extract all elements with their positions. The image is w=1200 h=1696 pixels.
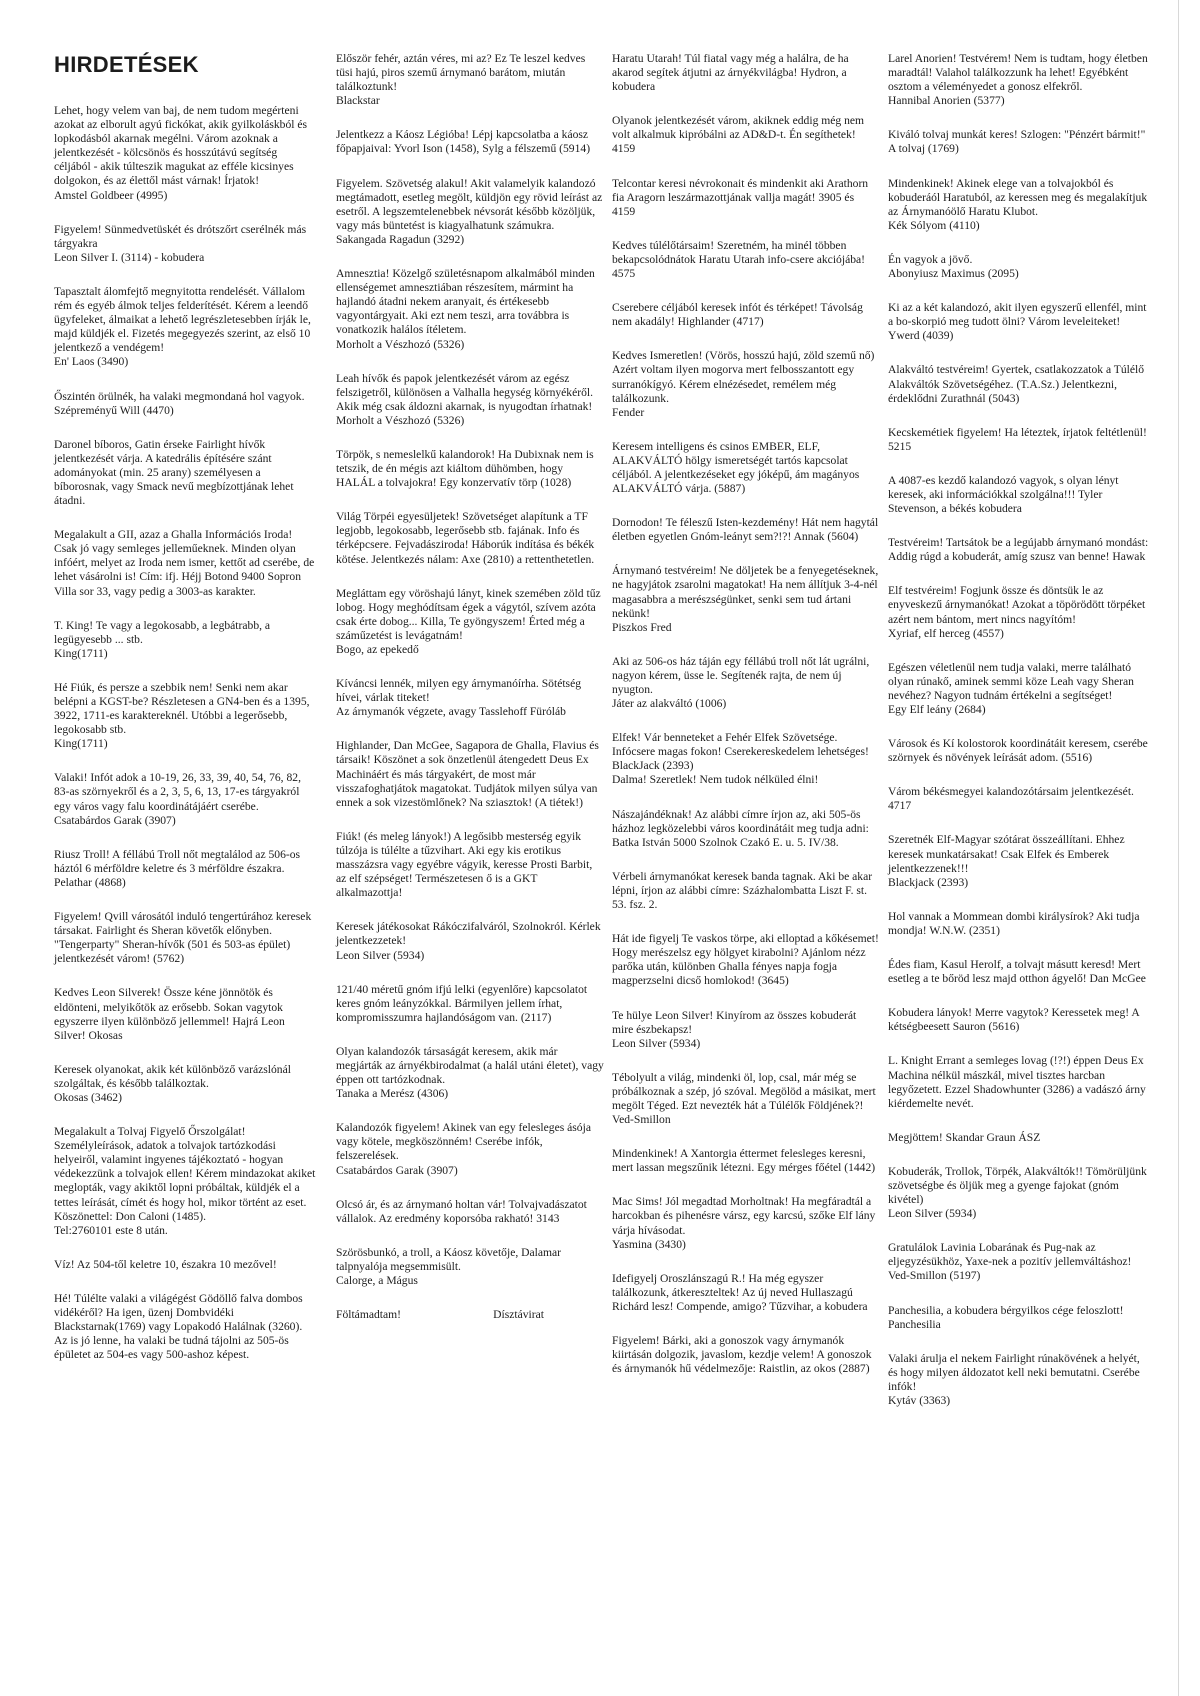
classified-ad: Kecskemétiek figyelem! Ha léteztek, írjatok feltétlenül! 5215 (888, 425, 1147, 453)
classified-ad: Nászajándéknak! Az alábbi címre írjon az, aki 505-ös házhoz legközelebbi város koordinátáit meg tudja adni: Batka István 5000 Szolnok Czakó E. u. 5. IV/38. (612, 807, 869, 849)
classified-ad: Szörösbunkó, a troll, a Káosz követője, Dalamar talpnyalója megsemmisült. Calorge, a Mágus (336, 1245, 562, 1287)
classified-ad: Víz! Az 504-től keletre 10, északra 10 mezővel! (54, 1257, 277, 1271)
classified-ad: Elf testvéreim! Fogjunk össze és döntsük le az enyveskezű árnymanókat! Azokat a töpörödött törpéket azért nem bántom, mert nincs nagyítóm! Xyriaf, elf herceg (4557) (888, 584, 1146, 640)
footer-row (336, 1308, 604, 1321)
classified-ad: Édes fiam, Kasul Herolf, a tolvajt másutt keresd! Mert esetleg a te bőröd lesz majd otthon ágyelő! Dan McGee (888, 958, 1146, 986)
page-fold-line (1178, 0, 1179, 1696)
classified-ad: Hát ide figyelj Te vaskos törpe, aki elloptad a kőkésemet! Hogy merészelsz egy hölgyet kirabolni? Ajánlom nézz parőka után, különben Ghalla fényes napja fogja magperzselni dicső homlokod! (3645) (612, 932, 879, 988)
classified-ad: Megláttam egy vöröshajú lányt, kinek szemében zöld tűz lobog. Hogy meghódítsam égek a vágytól, szívem azóta csak érte dobog... Killa, Te gyöngyszem! Érted még a száműzetést is levágatnám! Bogo, az epekedő (336, 586, 601, 656)
ads-column-3 (612, 52, 880, 1396)
classified-ad: Daronel bíboros, Gatin érseke Fairlight hívők jelentkezését várja. A katedrális építésére szánt adományokat (min. 25 arany) személyesen a bíborosnak, vagy Smack nevű megbízottjának lehet átadni. (54, 437, 294, 508)
classified-ad: Figyelem! Qvill városától induló tengertúrához keresek társakat. Fairlight és Sheran követők előnyben. "Tengerparty" Sheran-hívők (501 és 503-as épület) jelentkezését várom! (5762) (54, 910, 312, 966)
classified-ad: Őszintén örülnék, ha valaki megmondaná hol vagyok. Szépreményű Will (4470) (54, 389, 305, 417)
classified-ad: Árnymanó testvéreim! Ne döljetek be a fenyegetéseknek, ne hagyjátok zsarolni magatokat! Ha nem állítjuk 3-4-nél magasabbra a merészségünket, senki sem tud ártani nekünk! Piszkos Fred (612, 564, 879, 634)
classified-ad: Figyelem! Bárki, aki a gonoszok vagy árnymanók kiirtásán dolgozik, javaslom, kezdje velem! A gonoszok és árnymanók hű védelmezője: Raistlin, az okos (2887) (612, 1334, 872, 1376)
classified-ad: Highlander, Dan McGee, Sagapora de Ghalla, Flavius és társaik! Köszönet a sok önzetlenül átengedett Deus Ex Machináért és más tárgyakért, de most már visszafoghatjátok magatokat. Tudjátok milyen súlya van ennek a sok vizestömlőnek? Na sziasztok! (A tiétek!) (336, 739, 599, 809)
classified-ad: Gratulálok Lavinia Lobarának és Pug-nak az eljegyzésükhöz, Yaxe-nek a pozitív jellemváltáshoz! Ved-Smillon (5197) (888, 1241, 1132, 1283)
classified-ad: Kobuderák, Trollok, Törpék, Alakváltók!! Tömörüljünk szövetségbe és öljük meg a gyenge fajokat (gnóm kivétel) Leon Silver (5934) (888, 1164, 1147, 1221)
classified-ad: Kobudera lányok! Merre vagytok? Keressetek meg! A kétségbeesett Sauron (5616) (888, 1006, 1140, 1034)
classified-ad: Kiváló tolvaj munkát keres! Szlogen: "Pénzért bármit!" A tolvaj (1769) (888, 128, 1146, 156)
classified-ad: Jelentkezz a Káosz Légióba! Lépj kapcsolatba a káosz főpapjaival: Yvorl Ison (1458), Sylg a félszemű (5914) (336, 128, 591, 156)
classified-ad: Cserebere céljából keresek infót és térképet! Távolság nem akadály! Highlander (4717) (612, 301, 863, 329)
classified-ad: Panchesilia, a kobudera bérgyilkos cége feloszlott! Panchesilia (888, 1303, 1124, 1331)
classified-ad: Elfek! Vár benneteket a Fehér Elfek Szövetsége. Infócsere magas fokon! Cserekereskedelem lehetséges! BlackJack (2393) Dalma! Szeretlek! Nem tudok nélküled élni! (612, 731, 869, 787)
classified-ad: Megalakult a Tolvaj Figyelő Őrszolgálat! Személyleírások, adatok a tolvajok tartózkodási helyeiről, valamint ingyenes tájékoztató - hogyan védekezzünk a tolvajok ellen! Kérem mindazokat akiket meglopták, vagy akiktől lopni próbáltak, küldjék el a tettes leírását, címét és hogy hol, mikor történt az eset. Köszönettel: Don Caloni (1485). Tel:2760101 este 8 után. (54, 1125, 316, 1237)
classified-ad: Kedves Leon Silverek! Össze kéne jönnötök és eldönteni, melyikőtök az erősebb. Sokan vagytok egyszerre ilyen különböző jellemmel! Hajrá Leon Silver! Okosas (54, 986, 285, 1042)
classified-ad: Megjöttem! Skandar Graun ÁSZ (888, 1130, 1041, 1144)
classified-ad: Vérbeli árnymanókat keresek banda tagnak. Aki be akar lépni, írjon az alábbi címre: Százhalombatta Liszt F. st. 53. fsz. 2. (612, 869, 873, 912)
classified-ad: Városok és Kí kolostorok koordinátáit keresem, cserébe szörnyek és növények leírását adom. (5516) (888, 737, 1148, 765)
classified-ad: T. King! Te vagy a legokosabb, a legbátrabb, a legügyesebb ... stb. King(1711) (54, 618, 271, 660)
classified-ad: L. Knight Errant a semleges lovag (!?!) éppen Deus Ex Machina nélkül mászkál, mivel tisztes harcban legyőzetett. Ezzel Shadowhunter (3286) a vadászó árny kiérdemelte nevét. (888, 1054, 1146, 1110)
classified-ad: Hé! Túlélte valaki a világégést Gödöllő falva dombos vidékéről? Ha igen, üzenj Dombvidéki Blackstarnak(1769) vagy Lopakodó Halálnak (3260). Az is jó lenne, ha valaki be tudná tájolni az 505-ös épületet az 504-es vagy 500-ashoz képest. (54, 1291, 303, 1362)
classified-ad: Keresek játékosokat Rákóczifalváról, Szolnokról. Kérlek jelentkezzetek! Leon Silver (5934) (336, 920, 601, 962)
classified-ad: Törpök, s nemeslelkű kalandorok! Ha Dubixnak nem is tetszik, de én mégis azt kiáltom dühömben, hogy HALÁL a tolvajokra! Egy konzervatív törp (1028) (336, 447, 594, 490)
classified-ad: Megalakult a GII, azaz a Ghalla Információs Iroda! Csak jó vagy semleges jelleműeknek. Minden olyan infóért, melyet az Iroda nem ismer, kettőt ad cserébe, de lehet vásárolni is! Cím: ifj. Héjj Botond 9400 Sopron Villa sor 33, vagy pedig a 3003-as karakter. (54, 528, 315, 598)
classified-ad: Larel Anorien! Testvérem! Nem is tudtam, hogy életben maradtál! Valahol találkozzunk ha lehet! Egyébként osztom a véleményedet a gonosz elfekről. Hannibal Anorien (5377) (888, 52, 1148, 108)
classified-ad: Kedves Ismeretlen! (Vörös, hosszú hajú, zöld szemű nő) Azért voltam ilyen mogorva mert felbosszantott egy surranókígyó. Kérem elnézésedet, remélem még találkozunk. Fender (612, 349, 875, 419)
classified-ad: Haratu Utarah! Túl fiatal vagy még a halálra, de ha akarod segítek átjutni az árnyékvilágba! Hydron, a kobudera (612, 52, 849, 94)
classified-ad: Amnesztia! Közelgő születésnapom alkalmából minden ellenségemet amnesztiában részesítem, mármint ha hajlandó átadni nekem aranyait, és értékesebb vagyontárgyait. Aki ezt nem teszi, arra továbbra is vonatkozik halálos ítéletem. Morholt a Vészhozó (5326) (336, 267, 595, 351)
page-title: HIRDETÉSEK (54, 52, 199, 77)
classified-ad: Olyanok jelentkezését várom, akiknek eddig még nem volt alkalmuk kipróbálni az AD&D-t. Én segíthetek! 4159 (612, 114, 865, 156)
classified-ad: Olcsó ár, és az árnymanó holtan vár! Tolvajvadászatot vállalok. Az eredmény koporsóba rakható! 3143 (336, 1197, 587, 1225)
classified-ad: Keresek olyanokat, akik két különböző varázslónál szolgáltak, és később találkoztak. Okosas (3462) (54, 1062, 291, 1104)
classified-ad: Világ Törpéi egyesüljetek! Szövetséget alapítunk a TF legjobb, legokosabb, legerősebb stb. fajának. Info és térképcsere. Fejvadásziroda! Háborúk indítása és békék kötése. Jelentkezés nálam: Axe (2810) a rettenthetetlen. (336, 510, 595, 566)
classified-ad: Valaki árulja el nekem Fairlight rúnakövének a helyét, és hogy milyen áldozatot kell neki bemutatni. Cserébe infók! Kytáv (3363) (888, 1351, 1140, 1407)
classified-ad: Testvéreim! Tartsátok be a legújabb árnymanó mondást: Addig rúgd a kobuderát, amíg szusz van benne! Hawak (888, 536, 1149, 564)
ads-column-1 (54, 104, 316, 1382)
footer-right: Dísztávirat (493, 1308, 544, 1322)
classified-ad: Mindenkinek! Akinek elege van a tolvajokból és kobuderáól Haratuból, az keressen meg és megalakítjuk az Árnymanóölő Haratu Klubot. Kék Sólyom (4110) (888, 176, 1148, 232)
classified-ad: Te hülye Leon Silver! Kinyírom az összes kobuderát mire észbekapsz! Leon Silver (5934) (612, 1008, 857, 1050)
classified-ad: Egészen véletlenül nem tudja valaki, merre található olyan rúnakő, aminek semmi köze Leah vagy Sheran nevéhez? Nagyon tudnám értékelni a segítséget! Egy Elf leány (2684) (888, 660, 1134, 716)
classified-ad: Szeretnék Elf-Magyar szótárat összeállítani. Ehhez keresek munkatársakat! Csak Elfek és Emberek jelentkezzenek!!! Blackjack (2393) (888, 833, 1125, 889)
classified-ad: Tapasztalt álomfejtő megnyitotta rendelését. Vállalom rém és egyéb álmok teljes felderítését. Kérem a leendő ügyfeleket, álmaikat a lehető legrészletesebben írják le, majd küldjék el. Fizetés megegyezés szerint, az első 10 jelentkező a vendégem! En' Laos (3490) (54, 284, 311, 369)
classified-ad: Dornodon! Te féleszű Isten-kezdemény! Hát nem hagytál életben egyetlen Gnóm-leányt sem?!?! Annak (5604) (612, 516, 879, 544)
classified-ad: Kedves túlélőtársaim! Szeretném, ha minél többen bekapcsolódnátok Haratu Utarah info-csere akciójába! 4575 (612, 238, 866, 281)
ads-column-2 (336, 52, 604, 1321)
classified-ad: Fiúk! (és meleg lányok!) A legősibb mesterség egyik túlzója is túlélte a tűzvihart. Aki egy kis erotikus masszázsra vagy egyébre vágyik, keresse Prosti Barbit, az elf szépséget! Természetesen ő is a GKT alkalmazottja! (336, 829, 593, 900)
classified-ad: Én vagyok a jövő. Abonyiusz Maximus (2095) (888, 252, 1019, 281)
footer-left: Föltámadtam! (336, 1308, 402, 1322)
classified-ad: Figyelem. Szövetség alakul! Akit valamelyik kalandozó megtámadott, esetleg megölt, küldjön egy rövid leírást az esetről. A legszemtelenebbek névsorát később közöljük, vagy más büntetést is kiagyalhatunk számukra. Sakangada Ragadun (3292) (336, 176, 603, 246)
classified-ad: Mac Sims! Jól megadtad Morholtnak! Ha megfáradtál a harcokban és pihenésre vársz, egy karcsú, szőke Elf lány várja hívásodat. Yasmina (3430) (612, 1195, 876, 1251)
classified-ad: Először fehér, aztán véres, mi az? Ez Te leszel kedves tüsi hajú, piros szemű árnymanó barátom, miután találkoztunk! Blackstar (336, 52, 586, 108)
classified-ad: Telcontar keresi névrokonait és mindenkit aki Arathorn fia Aragorn leszármazottjának vallja magát! 3905 és 4159 (612, 176, 869, 218)
classified-ad: Valaki! Infót adok a 10-19, 26, 33, 39, 40, 54, 76, 82, 83-as szörnyekről és a 2, 3, 5, 6, 13, 17-es tárgyakról egy város vagy falu koordinátájáért cserébe. Csatabárdos Garak (3907) (54, 771, 301, 827)
classified-ad: Keresem intelligens és csinos EMBER, ELF, ALAKVÁLTÓ hölgy ismeretségét tartós kapcsolat céljából. A jelentkezéseket egy jóképű, ám magányos ALAKVÁLTÓ várja. (5887) (612, 439, 860, 496)
classified-ad: Aki az 506-os ház táján egy féllábú troll nőt lát ugrálni, nagyon kérem, üsse le. Segítenék rajta, de nem új nyugton. Játer az alakváltó (1006) (612, 654, 870, 711)
classified-ad: Hol vannak a Mommean dombi királysírok? Aki tudja mondja! W.N.W. (2351) (888, 909, 1140, 937)
classified-ad: Kalandozók figyelem! Akinek van egy felesleges ásója vagy kötele, megköszönném! Cserébe infók, felszerelések. Csatabárdos Garak (3907) (336, 1121, 591, 1177)
classified-ad: Ki az a két kalandozó, akit ilyen egyszerű ellenfél, mint a bo-skorpió meg tudott ölni? Várom leveleiteket! Ywerd (4039) (888, 301, 1147, 343)
classified-ad: Riusz Troll! A féllábú Troll nőt megtalálod az 506-os háztól 6 mérföldre keletre és 3 mérföldre északra. Pelathar (4868) (54, 847, 301, 889)
classified-ad: Tébolyult a világ, mindenki öl, lop, csal, már még se próbálkoznak a szép, jó szóval. Megölöd a másikat, mert megölt Téged. Ezt nevezték hát a Túlélők Földjének?! Ved-Smillon (612, 1070, 876, 1127)
classified-ad: Hé Fiúk, és persze a szebbik nem! Senki nem akar belépni a KGST-be? Részletesen a GN4-ben és a 1395, 3922, 1711-es karaktereknél. Utóbbi a legerősebb, legokosabb stb. King(1711) (54, 680, 310, 751)
classified-ad: Várom békésmegyei kalandozótársaim jelentkezését. 4717 (888, 785, 1134, 813)
classified-ad: A 4087-es kezdő kalandozó vagyok, s olyan lényt keresek, aki információkkal szolgálna!!! Tyler Stevenson, a békés kobudera (888, 473, 1119, 516)
classified-ad: Olyan kalandozók társaságát keresem, akik már megjárták az árnyékbirodalmat (a halál utáni életet), vagy éppen ott tartózkodnak. Tanaka a Merész (4306) (336, 1044, 604, 1101)
classified-ad: Kíváncsi lennék, milyen egy árnymanóírha. Sötétség hívei, várlak titeket! Az árnymanók végzete, avagy Tasslehoff Füróláb (336, 677, 582, 719)
classified-ad: Figyelem! Sünmedvetüskét és drótszőrt cserélnék más tárgyakra Leon Silver I. (3114) - kobudera (54, 222, 307, 264)
classified-ad: Idefigyelj Oroszlánszagú R.! Ha még egyszer találkozunk, átkereszteltek! Az új neved Hullaszagú Richárd lesz! Compende, amigo? Tűzvihar, a kobudera (612, 1271, 868, 1313)
classified-ad: Mindenkinek! A Xantorgia éttermet felesleges keresni, mert lassan megszűnik létezni. Egy mérges főétel (1442) (612, 1147, 876, 1175)
classified-ad: 121/40 méretű gnóm ifjú lelki (egyenlőre) kapcsolatot keres gnóm leányzókkal. Bármilyen jellem írhat, kompromisszumra hajlandóságom van. (2117) (336, 982, 588, 1024)
ads-column-4 (888, 52, 1150, 1428)
classified-ad: Lehet, hogy velem van baj, de nem tudom megérteni azokat az elborult agyú fickókat, akik gyilkoláskból és lopkodásból akarnak megélni. Várom azoknak a jelentkezését - kölcsönös és hosszútávú segítség céljából - akik túlteszik magukat az efféle kicsinyes dolgokon, és az élettől mást várnak! Írjatok! Amstel Goldbeer (4995) (54, 104, 308, 202)
classified-ad: Leah hívők és papok jelentkezését várom az egész felszigetről, különösen a Valhalla hegység környékéről. Akik még csak áldozni akarnak, is nyugodtan írhatnak! Morholt a Vészhozó (5326) (336, 371, 594, 427)
classified-ad: Alakváltó testvéreim! Gyertek, csatlakozzatok a Túlélő Alakváltók Szövetségéhez. (T.A.Sz.) Jelentkezni, érdeklődni Zurathnál (5043) (888, 363, 1145, 405)
